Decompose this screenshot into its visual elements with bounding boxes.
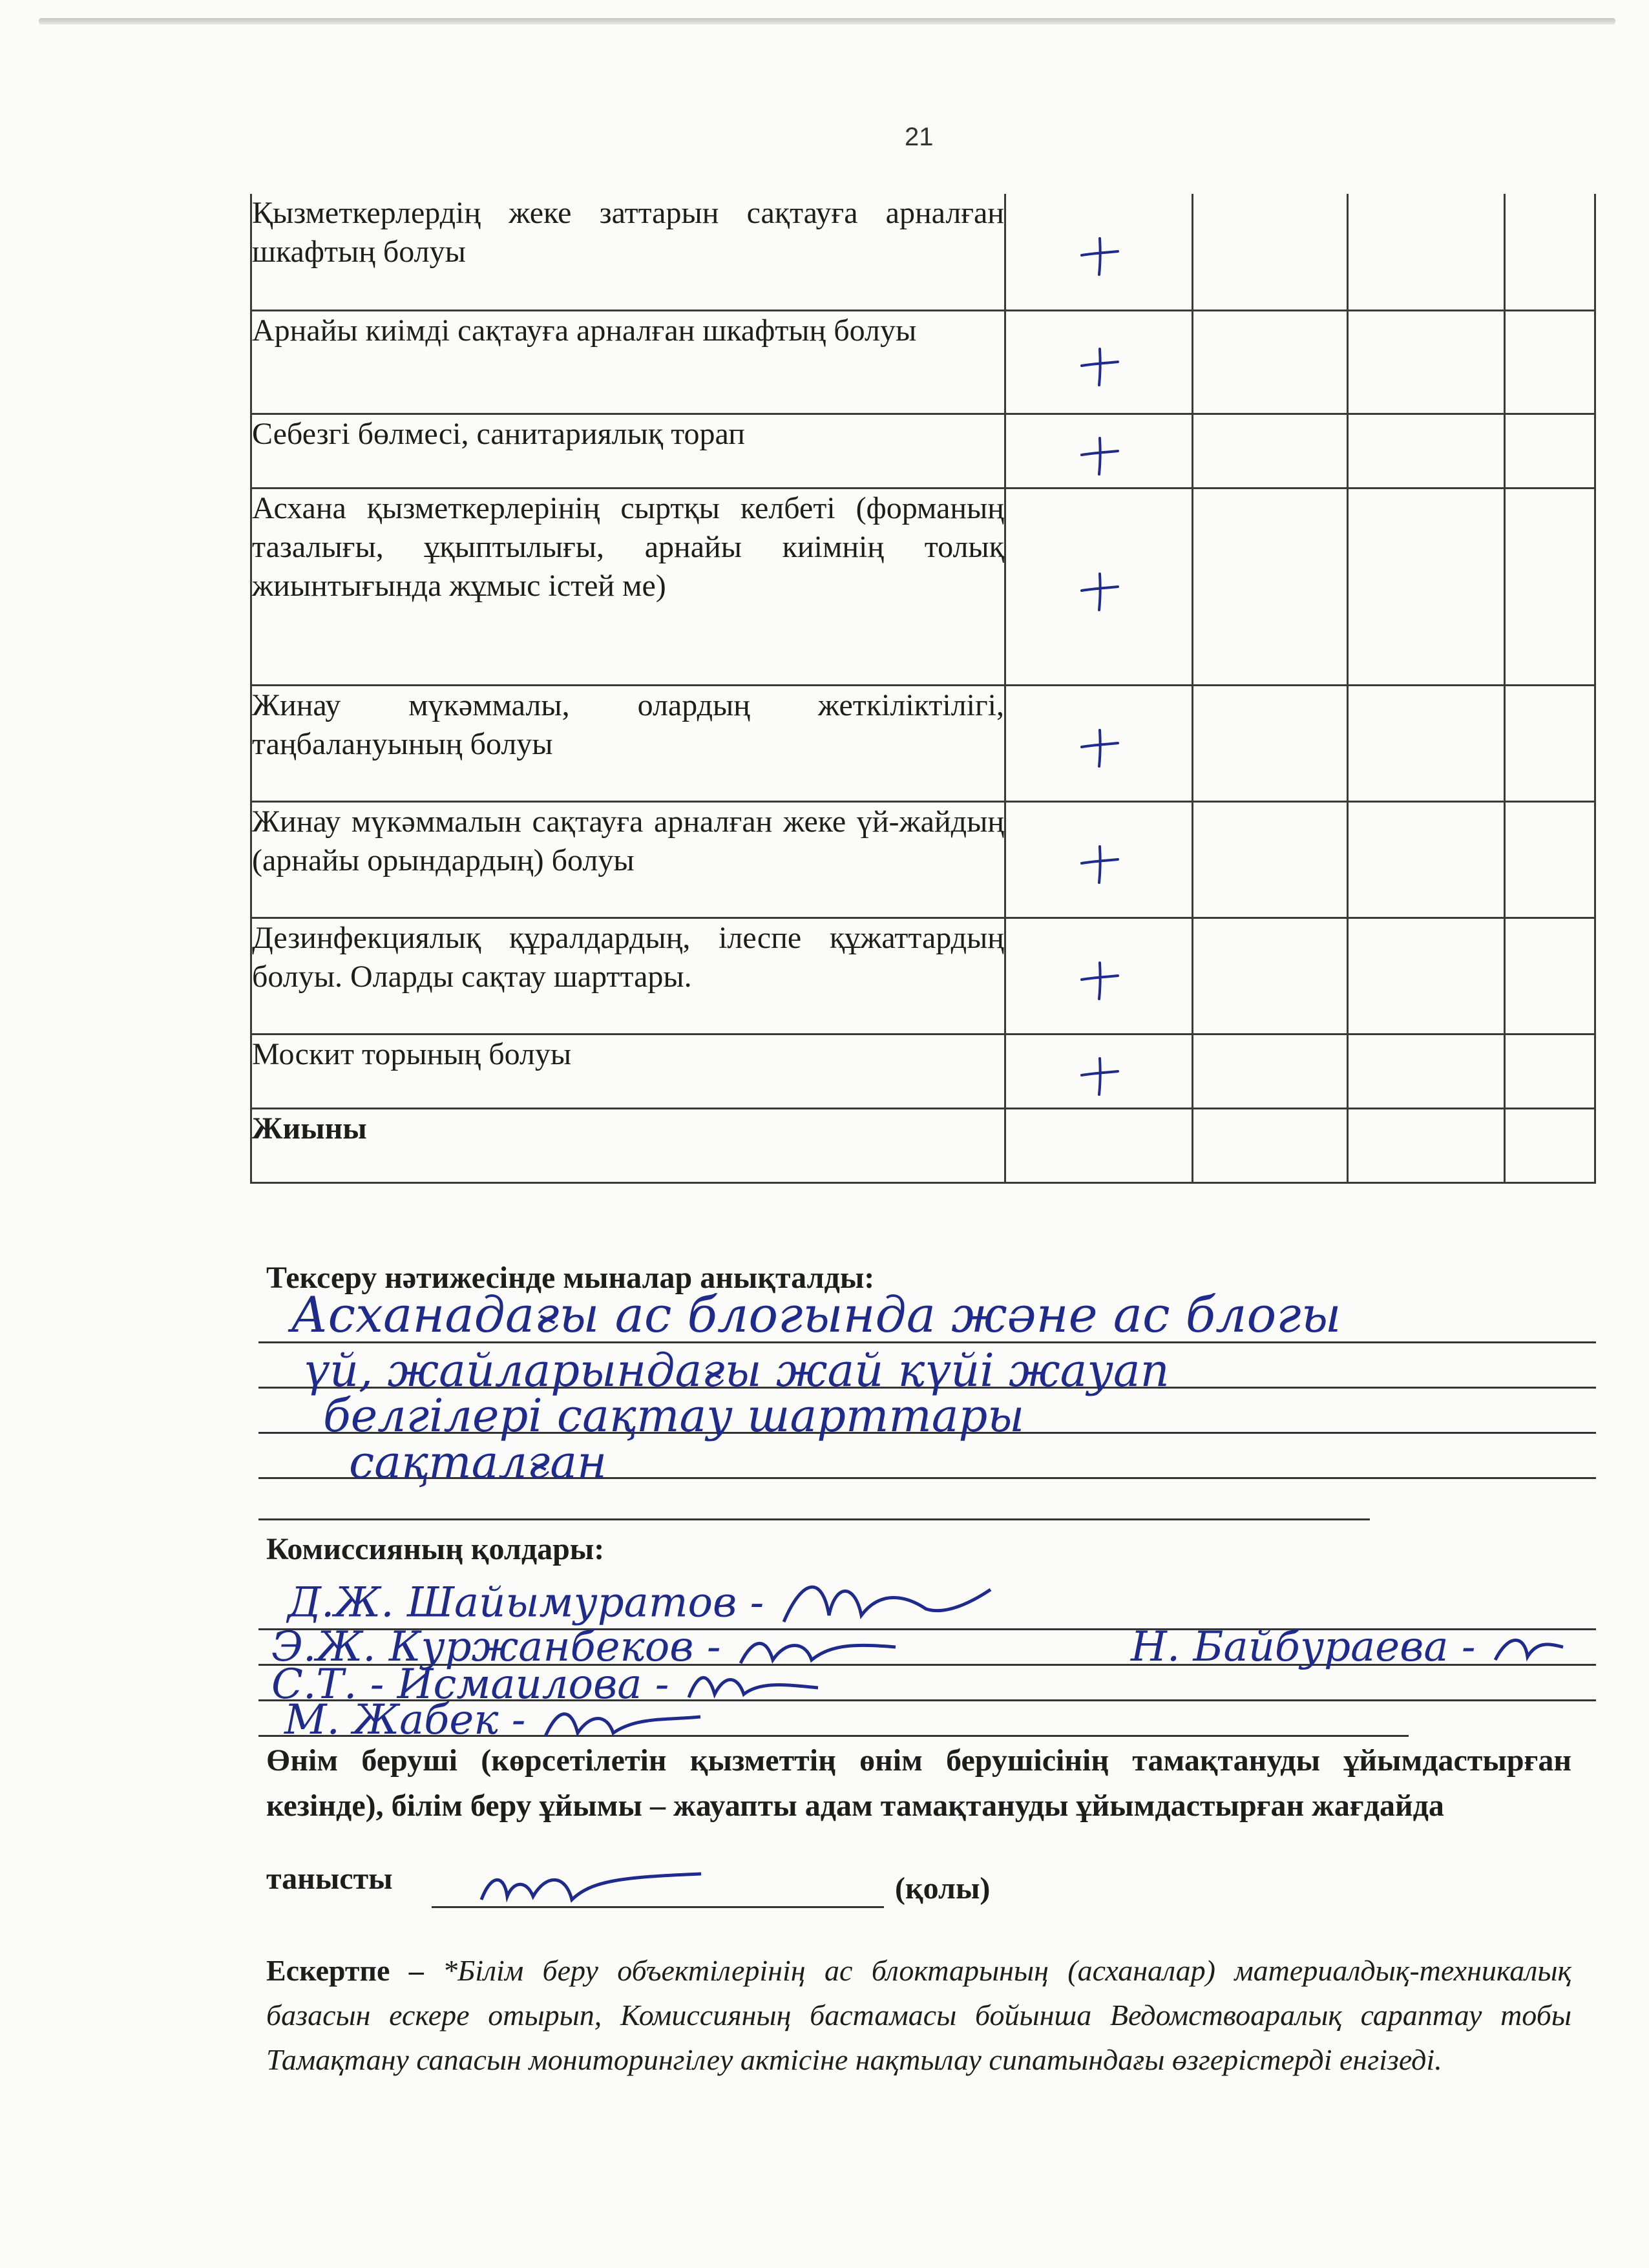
- checklist-total-cell: [1193, 1108, 1348, 1182]
- checklist-empty-cell: [1505, 801, 1595, 918]
- checklist-row: [251, 918, 1595, 1034]
- checklist-row: [251, 414, 1595, 488]
- checklist-mark-cell: [1005, 194, 1193, 310]
- checklist-empty-cell: [1193, 194, 1348, 310]
- footnote-text: *Білім беру объектілерінің ас блоктарының (асханалар) материалдық-техникалық базасын ескере отырып, Комиссияның бастамасы бойынша Ведомствоаралық сараптау тобы Тамақтану сапасын мониторингілеу актісіне нақтылау сипатындағы өзгерістерді енгізеді.: [266, 1954, 1572, 2076]
- plus-mark-icon: [1077, 433, 1122, 478]
- plus-mark-icon: [1077, 958, 1122, 1003]
- checklist-empty-cell: [1505, 918, 1595, 1034]
- checklist-empty-cell: [1348, 194, 1505, 310]
- checklist-empty-cell: [1348, 918, 1505, 1034]
- checklist-mark-cell: [1005, 310, 1193, 414]
- checklist-item-text: Асхана қызметкерлерінің сыртқы келбеті (форманың тазалығы, ұқыптылығы, арнайы киімнің толық жиынтығында жұмыс істей ме): [251, 488, 1005, 685]
- checklist-empty-cell: [1505, 310, 1595, 414]
- checklist-mark-cell: [1005, 918, 1193, 1034]
- signature-1-name: Д.Ж. Шайымуратов -: [288, 1579, 764, 1627]
- checklist-empty-cell: [1348, 685, 1505, 801]
- plus-mark-icon: [1077, 569, 1122, 614]
- checklist-empty-cell: [1193, 918, 1348, 1034]
- checklist-empty-cell: [1348, 801, 1505, 918]
- checklist-item-text: Москит торының болуы: [251, 1034, 1005, 1108]
- plus-mark-icon: [1077, 725, 1122, 770]
- page-number: 21: [905, 123, 934, 151]
- checklist-mark-cell: [1005, 801, 1193, 918]
- checklist-empty-cell: [1193, 414, 1348, 488]
- checklist-item-text: Қызметкерлердің жеке заттарын сақтауға арналған шкафтың болуы: [251, 194, 1005, 310]
- checklist-empty-cell: [1348, 488, 1505, 685]
- plus-mark-icon: [1077, 344, 1122, 389]
- signatures-heading: Комиссияның қолдары:: [266, 1532, 605, 1566]
- findings-handwriting-1: Асханадағы ас блогында және ас блогы: [291, 1286, 1341, 1343]
- plus-mark-icon: [1077, 233, 1122, 278]
- checklist-mark-cell: [1005, 1034, 1193, 1108]
- page-top-edge: [39, 18, 1615, 25]
- checklist-total-label: Жиыны: [251, 1108, 1005, 1182]
- checklist-empty-cell: [1505, 488, 1595, 685]
- checklist-item-text: Дезинфекциялық құралдардың, ілеспе құжаттардың болуы. Оларды сақтау шарттары.: [251, 918, 1005, 1034]
- checklist-table: [250, 194, 1596, 1184]
- signature-extra-name: Н. Байбураева -: [1131, 1623, 1476, 1671]
- footnote-label: Ескертпе –: [266, 1954, 424, 1987]
- signature-extra-scribble: [1489, 1628, 1566, 1673]
- checklist-total-cell: [1005, 1108, 1193, 1182]
- checklist-row: [251, 488, 1595, 685]
- checklist-empty-cell: [1505, 414, 1595, 488]
- checklist-row: [251, 1034, 1595, 1108]
- checklist-row: [251, 801, 1595, 918]
- checklist-empty-cell: [1193, 801, 1348, 918]
- checklist-empty-cell: [1193, 1034, 1348, 1108]
- checklist-empty-cell: [1505, 1034, 1595, 1108]
- checklist-row: [251, 194, 1595, 310]
- findings-heading: Тексеру нәтижесінде мыналар анықталды:: [266, 1261, 875, 1295]
- checklist-row: [251, 685, 1595, 801]
- checklist-item-text: Арнайы киімді сақтауға арналған шкафтың болуы: [251, 310, 1005, 414]
- signature-4-name: М. Жабек -: [284, 1696, 526, 1744]
- plus-mark-icon: [1077, 1053, 1122, 1098]
- checklist-total-row: [251, 1108, 1595, 1182]
- checklist-empty-cell: [1348, 414, 1505, 488]
- checklist-item-text: Себезгі бөлмесі, санитариялық торап: [251, 414, 1005, 488]
- checklist-mark-cell: [1005, 414, 1193, 488]
- checklist-empty-cell: [1193, 685, 1348, 801]
- checklist-item-text: Жинау мүкәммалын сақтауға арналған жеке үй-жайдың (арнайы орындардың) болуы: [251, 801, 1005, 918]
- checklist-row: [251, 310, 1595, 414]
- checklist-empty-cell: [1505, 685, 1595, 801]
- checklist-empty-cell: [1348, 310, 1505, 414]
- findings-handwriting-3: белгілері сақтау шарттары: [323, 1389, 1025, 1442]
- checklist-item-text: Жинау мүкәммалы, олардың жеткіліктілігі, таңбалануының болуы: [251, 685, 1005, 801]
- checklist-mark-cell: [1005, 685, 1193, 801]
- checklist-total-cell: [1348, 1108, 1505, 1182]
- findings-handwriting-2: үй, жайларындағы жай күйі жауап: [304, 1344, 1170, 1397]
- plus-mark-icon: [1077, 841, 1122, 887]
- findings-handwriting-4: сақталған: [349, 1436, 607, 1489]
- checklist-mark-cell: [1005, 488, 1193, 685]
- signature-3-name: С.Т. - Исмаилова -: [271, 1661, 669, 1708]
- signature-extra: [1131, 1623, 1566, 1673]
- checklist-body: [251, 194, 1595, 1182]
- acquainted-label: танысты: [266, 1862, 393, 1896]
- checklist-total-cell: [1505, 1108, 1595, 1182]
- checklist-empty-cell: [1348, 1034, 1505, 1108]
- findings-line-5: [258, 1518, 1370, 1520]
- acquainted-signature: [475, 1861, 708, 1919]
- footnote: [266, 1948, 1571, 2082]
- signature-caption: (қолы): [895, 1871, 991, 1906]
- signature-2-name: Э.Ж. Куржанбеков -: [271, 1623, 721, 1671]
- producer-text: Өнім беруші (көрсетілетін қызметтің өнім берушісінің тамақтануды ұйымдастырған кезінде), білім беру ұйымы – жауапты адам тамақтануды ұйымдастырған жағдайда: [266, 1743, 1571, 1823]
- checklist-empty-cell: [1505, 194, 1595, 310]
- checklist-empty-cell: [1193, 310, 1348, 414]
- checklist-empty-cell: [1193, 488, 1348, 685]
